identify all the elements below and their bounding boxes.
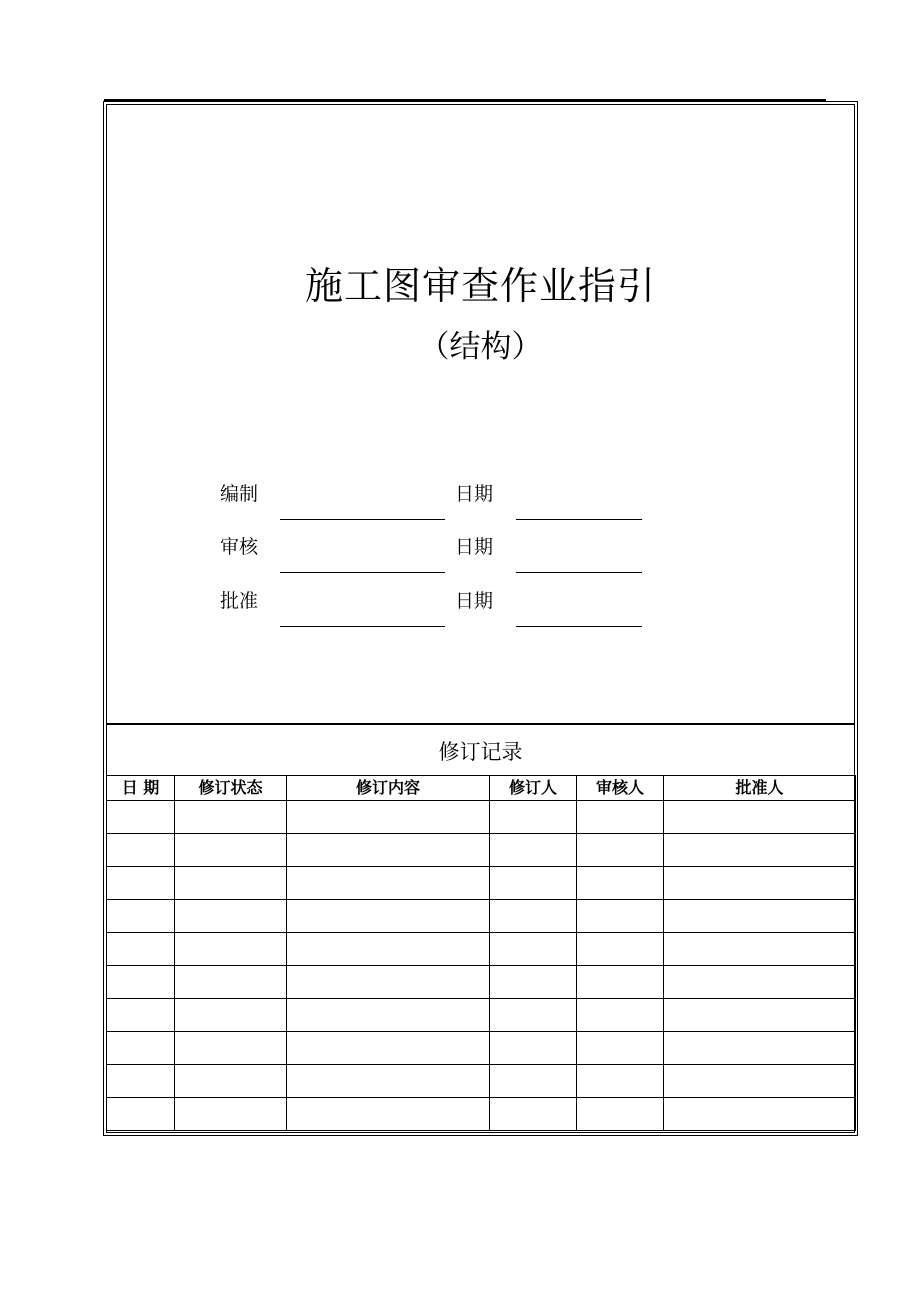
table-cell [664, 801, 856, 834]
table-cell [107, 900, 175, 933]
table-cell [107, 801, 175, 834]
table-cell [175, 801, 287, 834]
table-cell [490, 933, 577, 966]
table-cell [577, 933, 664, 966]
table-cell [175, 999, 287, 1032]
table-cell [287, 900, 490, 933]
cover-divider [106, 723, 855, 725]
table-cell [664, 1032, 856, 1065]
table-cell [664, 966, 856, 999]
table-row [107, 900, 856, 933]
table-cell [287, 867, 490, 900]
signoff-date-line [516, 626, 642, 627]
table-row [107, 1032, 856, 1065]
table-row [107, 801, 856, 834]
column-header-content: 修订内容 [287, 776, 490, 801]
signoff-date-line [516, 572, 642, 573]
table-cell [287, 1065, 490, 1098]
table-row [107, 1065, 856, 1098]
table-cell [577, 999, 664, 1032]
table-cell [577, 801, 664, 834]
table-cell [107, 999, 175, 1032]
table-row [107, 999, 856, 1032]
signoff-date-label: 日期 [455, 483, 494, 505]
table-cell [490, 900, 577, 933]
signoff-date-line [516, 519, 642, 520]
table-cell [107, 933, 175, 966]
document-title: 施工图审查作业指引 [304, 264, 656, 308]
table-cell [175, 834, 287, 867]
table-cell [577, 834, 664, 867]
table-cell [107, 1032, 175, 1065]
table-row [107, 1098, 856, 1131]
table-cell [287, 1098, 490, 1131]
table-cell [107, 867, 175, 900]
table-cell [287, 1032, 490, 1065]
table-cell [287, 933, 490, 966]
column-header-reviewer: 审核人 [577, 776, 664, 801]
table-cell [287, 999, 490, 1032]
table-cell [664, 933, 856, 966]
signoff-role-approved: 批准 [220, 590, 259, 612]
table-cell [107, 966, 175, 999]
table-cell [175, 1032, 287, 1065]
table-row [107, 867, 856, 900]
table-cell [577, 966, 664, 999]
document-subtitle: （结构） [418, 329, 543, 365]
table-cell [664, 900, 856, 933]
table-cell [577, 1098, 664, 1131]
table-cell [107, 1098, 175, 1131]
table-cell [287, 801, 490, 834]
table-cell [175, 966, 287, 999]
column-header-approver: 批准人 [664, 776, 856, 801]
table-cell [664, 999, 856, 1032]
table-cell [287, 834, 490, 867]
table-cell [490, 1098, 577, 1131]
signoff-role-line [280, 519, 445, 520]
signoff-role-prepared: 编制 [220, 483, 259, 505]
table-cell [107, 834, 175, 867]
table-cell [175, 933, 287, 966]
table-cell [664, 1065, 856, 1098]
table-cell [664, 1098, 856, 1131]
table-cell [490, 1032, 577, 1065]
column-header-reviser: 修订人 [490, 776, 577, 801]
revision-table-body [107, 801, 856, 1131]
column-header-status: 修订状态 [175, 776, 287, 801]
signoff-role-reviewed: 审核 [220, 536, 259, 558]
table-row [107, 933, 856, 966]
table-cell [175, 1065, 287, 1098]
table-cell [175, 900, 287, 933]
table-row [107, 966, 856, 999]
table-cell [577, 1065, 664, 1098]
table-cell [287, 966, 490, 999]
table-cell [490, 999, 577, 1032]
table-cell [175, 867, 287, 900]
table-cell [175, 1098, 287, 1131]
signoff-role-line [280, 626, 445, 627]
table-cell [490, 867, 577, 900]
table-cell [577, 900, 664, 933]
table-cell [577, 867, 664, 900]
table-cell [490, 1065, 577, 1098]
signoff-date-label: 日期 [455, 536, 494, 558]
table-row [107, 834, 856, 867]
revision-table [106, 775, 856, 1131]
revision-record-heading: 修订记录 [438, 740, 523, 764]
table-cell [490, 801, 577, 834]
signoff-role-line [280, 572, 445, 573]
table-cell [490, 966, 577, 999]
column-header-date: 日 期 [107, 776, 175, 801]
revision-table-header [107, 776, 856, 801]
table-cell [664, 867, 856, 900]
table-cell [107, 1065, 175, 1098]
table-cell [577, 1032, 664, 1065]
table-cell [664, 834, 856, 867]
signoff-date-label: 日期 [455, 590, 494, 612]
table-cell [490, 834, 577, 867]
